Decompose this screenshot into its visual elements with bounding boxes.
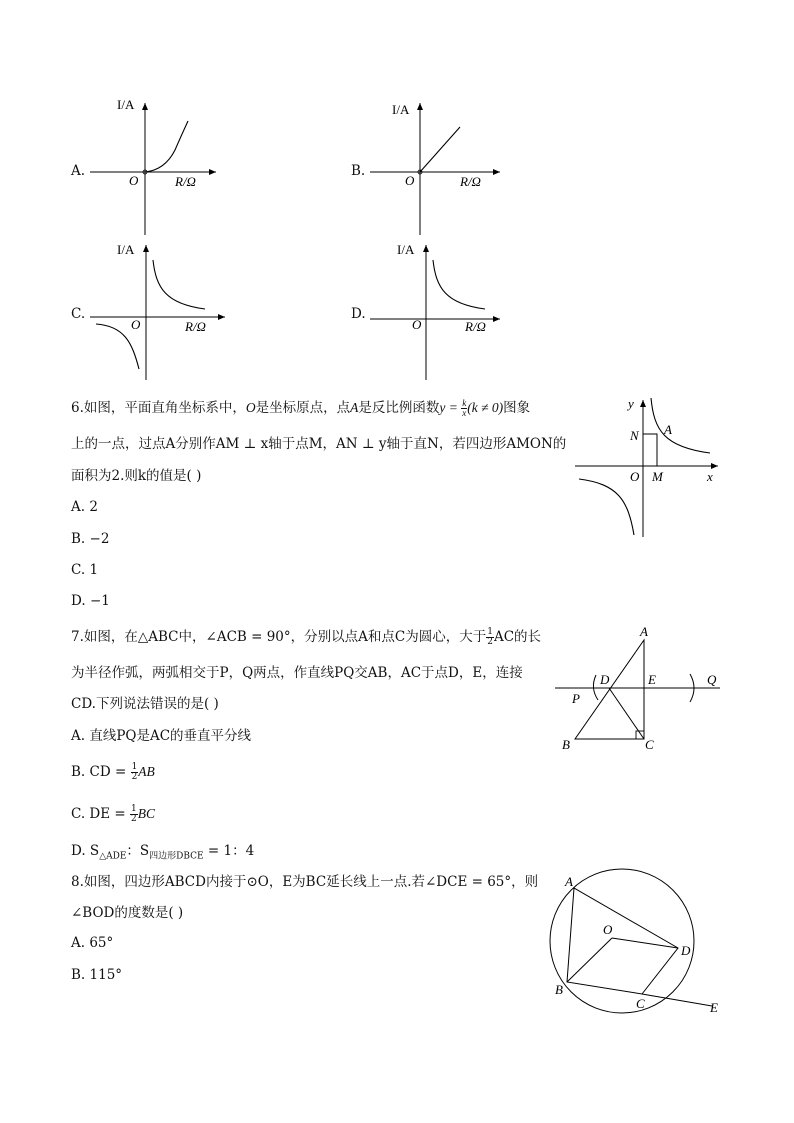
text: AC的长 — [493, 629, 542, 645]
fig-b: B — [562, 737, 570, 752]
math: O — [245, 400, 256, 415]
option-text: 65° — [89, 935, 114, 951]
x-axis-label: R/Ω — [175, 174, 196, 189]
origin-label: O — [131, 317, 141, 332]
q8-line-1: 8.如图，四边形ABCD内接于⊙O，E为BC延长线上一点.若∠DCE = 65°，则 — [71, 874, 539, 890]
fig-o: O — [630, 469, 640, 484]
text: 图象 — [503, 400, 531, 416]
fig-n: N — [630, 428, 639, 443]
fraction-numerator: 1 — [131, 762, 138, 772]
math: (k ≠ 0) — [467, 400, 504, 415]
fig-p: P — [572, 691, 580, 706]
q7-option-a: A. 直线PQ是AC的垂直平分线 — [71, 728, 252, 744]
q7-line-3: CD.下列说法错误的是( ) — [71, 696, 219, 712]
subscript: △ADE — [99, 851, 127, 862]
option-letter: A. — [71, 163, 86, 179]
fig-x: x — [707, 469, 713, 484]
fraction-numerator: 1 — [131, 804, 137, 814]
option-letter: A. — [71, 499, 86, 515]
fig-e: E — [648, 672, 656, 687]
fig-o: O — [603, 922, 613, 937]
option-letter: D. — [351, 306, 366, 322]
option-letter: C. — [71, 562, 86, 578]
y-axis-label: I/A — [117, 97, 135, 112]
option-text: −2 — [89, 531, 110, 547]
option-letter: B. — [71, 967, 86, 983]
origin-label: O — [129, 173, 139, 188]
q6-line-2: 上的一点，过点A分别作AM ⊥ x轴于点M，AN ⊥ y轴于直N，若四边形AMON的 — [71, 436, 567, 452]
y-axis-label: I/A — [117, 242, 135, 257]
option-letter: B. — [71, 531, 86, 547]
option-text: 115° — [89, 967, 123, 983]
fraction-numerator: 1 — [487, 627, 493, 637]
x-axis-label: R/Ω — [465, 319, 486, 334]
fig-q: Q — [707, 672, 717, 687]
option-letter: A. — [71, 935, 86, 951]
math: AB — [138, 764, 155, 779]
origin-label: O — [412, 317, 422, 332]
fig-d: D — [681, 943, 691, 958]
option-letter: C. — [71, 306, 86, 322]
q7-line-2: 为半径作弧，两弧相交于P，Q两点，作直线PQ交AB，AC于点D，E，连接 — [71, 665, 523, 681]
fig-a: A — [664, 422, 672, 437]
subscript: 四边形DBCE — [149, 851, 204, 862]
text: 是坐标原点，点 — [255, 400, 351, 416]
text: 6.如图，平面直角坐标系中， — [71, 400, 246, 416]
fig-e: E — [710, 1000, 718, 1015]
option-text: 1 — [89, 562, 99, 578]
x-axis-label: R/Ω — [185, 319, 206, 334]
text: B. CD = — [71, 764, 131, 780]
text: 7.如图，在△ABC中，∠ACB = 90°，分别以点A和点C为圆心，大于 — [71, 629, 487, 645]
option-letter: B. — [351, 163, 366, 179]
q8-line-2: ∠BOD的度数是( ) — [71, 905, 184, 921]
option-letter: D. — [71, 593, 86, 609]
fig-b: B — [555, 982, 563, 997]
fig-m: M — [652, 469, 663, 484]
text: D. S — [71, 843, 100, 859]
math: y = — [439, 400, 462, 415]
option-text: −1 — [89, 593, 110, 609]
fig-d: D — [600, 672, 610, 687]
fig-y: y — [628, 396, 634, 411]
fraction-denominator: x — [462, 408, 467, 418]
x-axis-label: R/Ω — [460, 174, 481, 189]
y-axis-label: I/A — [397, 242, 415, 257]
fraction-denominator: 2 — [131, 814, 137, 824]
text: = 1：4 — [203, 843, 255, 859]
origin-label: O — [405, 173, 415, 188]
text: C. DE = — [71, 806, 131, 822]
y-axis-label: I/A — [392, 102, 410, 117]
option-text: 2 — [89, 499, 98, 515]
text: ：S — [126, 843, 150, 859]
fig-a: A — [640, 624, 648, 639]
fraction-numerator: k — [462, 398, 467, 408]
text: 是反比例函数 — [358, 400, 440, 416]
fraction-denominator: 2 — [487, 637, 493, 647]
fig-c: C — [645, 737, 654, 752]
math: A — [350, 400, 359, 415]
fig-a: A — [565, 874, 573, 889]
math: BC — [137, 806, 156, 821]
fig-c: C — [636, 996, 645, 1011]
q6-line-3: 面积为2.则k的值是( ) — [71, 468, 202, 484]
fraction-denominator: 2 — [131, 772, 138, 782]
